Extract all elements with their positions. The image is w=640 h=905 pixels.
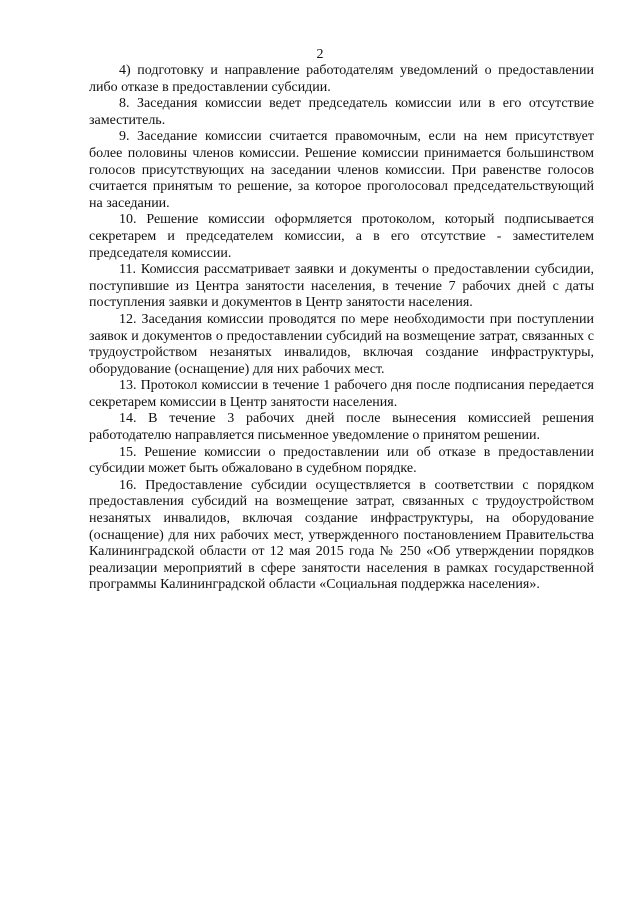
paragraph-item-9: 9. Заседание комиссии считается правомочным, если на нем присутствует более половины членов комиссии. Решение комиссии принимается большинством голосов присутствующих на заседании членов комиссии. При равенстве голосов считается принятым то решение, за которое проголосовал председательствующий на заседании. — [89, 129, 594, 211]
paragraph-item-13: 13. Протокол комиссии в течение 1 рабочего дня после подписания передается секретарем комиссии в Центр занятости населения. — [89, 378, 594, 410]
paragraph-item-16: 16. Предоставление субсидии осуществляется в соответствии с порядком предоставления субсидий на возмещение затрат, связанных с трудоустройством незанятых инвалидов, включая создание инфраструктуры, на оборудование (оснащение) для них рабочих мест, утвержденного постановлением Правительства Калининградской области от 12 мая 2015 года № 250 «Об утверждении порядков реализации мероприятий в сфере занятости населения в рамках государственной программы Калининградской области «Социальная поддержка населения». — [89, 477, 594, 593]
page-number: 2 — [316, 47, 324, 62]
paragraph-item-14: 14. В течение 3 рабочих дней после вынесения комиссией решения работодателю направляется письменное уведомление о принятом решении. — [89, 411, 594, 444]
paragraph-item-8: 8. Заседания комиссии ведет председатель комиссии или в его отсутствие заместитель. — [89, 96, 594, 128]
paragraph-item-12: 12. Заседания комиссии проводятся по мере необходимости при поступлении заявок и документов о предоставлении субсидий на возмещение затрат, связанных с трудоустройством незанятых инвалидов, включая создание инфраструктуры, оборудование (оснащение) для них рабочих мест. — [89, 311, 594, 377]
document-body — [89, 63, 594, 594]
paragraph-item-10: 10. Решение комиссии оформляется протоколом, который подписывается секретарем и председателем комиссии, а в его отсутствие - заместителем председателя комиссии. — [89, 212, 594, 261]
paragraph-item-15: 15. Решение комиссии о предоставлении или об отказе в предоставлении субсидии может быть обжаловано в судебном порядке. — [89, 444, 594, 477]
paragraph-item-4: 4) подготовку и направление работодателям уведомлений о предоставлении либо отказе в предоставлении субсидии. — [89, 63, 594, 95]
paragraph-item-11: 11. Комиссия рассматривает заявки и документы о предоставлении субсидии, поступившие из Центра занятости населения, в течение 7 рабочих дней с даты поступления заявки и документов в Центр занятости населения. — [89, 262, 594, 311]
